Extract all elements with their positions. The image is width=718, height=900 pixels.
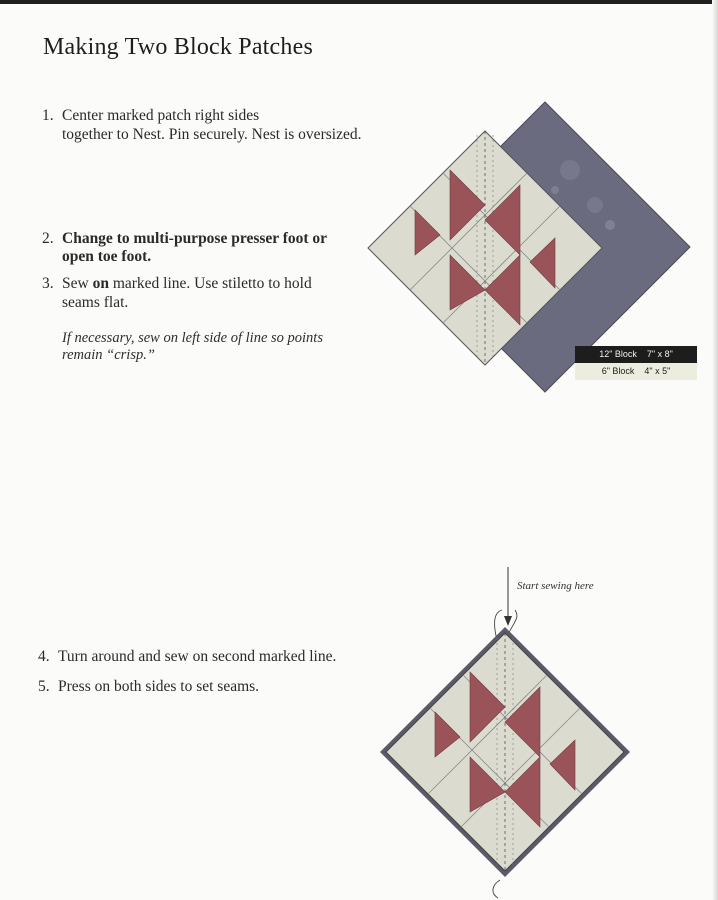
step-number: 5. — [38, 678, 50, 695]
size-row-size: 4" x 5" — [644, 366, 671, 376]
start-sewing-caption: Start sewing here — [517, 580, 594, 592]
page-title: Making Two Block Patches — [43, 34, 313, 60]
step-text: Press on both sides to set seams. — [58, 678, 260, 695]
down-arrow-icon — [504, 567, 512, 626]
step-text: Turn around and sew on second marked line. — [58, 648, 337, 665]
step-text-line2: together to Nest. Pin securely. Nest is oversized. — [62, 126, 362, 143]
step-number: 1. — [42, 107, 54, 124]
step-text-line1: Change to multi-purpose presser foot or — [62, 230, 328, 247]
thread-tail-bottom — [493, 880, 500, 898]
size-row-size: 7" x 8" — [646, 349, 673, 359]
step-number: 4. — [38, 648, 50, 665]
note-line2: remain “crisp.” — [62, 347, 155, 363]
step-text-line2: open toe foot. — [62, 248, 152, 265]
size-row-block: 6" Block — [601, 366, 635, 376]
size-row-block: 12" Block — [599, 349, 637, 359]
quilt-block-bottom — [386, 633, 624, 871]
step-text-line1: Center marked patch right sides — [62, 107, 260, 124]
step-number: 2. — [42, 230, 54, 247]
note-line1: If necessary, sew on left side of line so points — [62, 330, 323, 346]
step-text-line1: Sew on marked line. Use stiletto to hold — [62, 275, 312, 292]
step-number: 3. — [42, 275, 54, 292]
step-text-line2: seams flat. — [62, 294, 129, 311]
